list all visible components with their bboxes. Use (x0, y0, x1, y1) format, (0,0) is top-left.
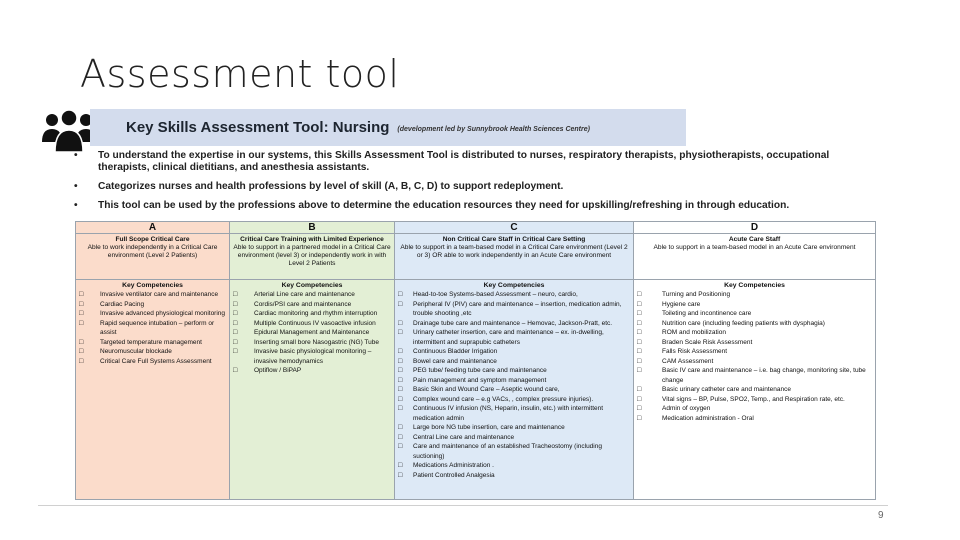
checkbox-icon: □ (233, 291, 238, 298)
checkbox-icon: □ (398, 424, 403, 431)
checkbox-icon: □ (637, 395, 642, 403)
competency-item (79, 300, 227, 310)
column-letter: A (76, 222, 229, 234)
column-heading: Acute Care Staff (728, 236, 781, 243)
competency-item (79, 290, 227, 300)
checkbox-icon: □ (398, 300, 403, 308)
banner-title: Key Skills Assessment Tool: Nursing (126, 119, 390, 136)
competency-item (398, 423, 631, 433)
column-letter: B (230, 222, 394, 234)
competency-item (637, 338, 873, 348)
competency-item (637, 414, 873, 424)
competency-text: Inserting small bore Nasogastric (NG) Tube (254, 338, 379, 346)
competency-item (233, 328, 392, 338)
checkbox-icon: □ (637, 386, 642, 393)
bullet-dot-icon: • (74, 181, 78, 192)
slide-title: Assessment tool (80, 52, 400, 96)
competency-text: Care and maintenance of an established Tracheostomy (including suctioning) (413, 443, 602, 460)
checkbox-icon: □ (637, 414, 642, 422)
competency-list (230, 290, 394, 376)
competency-text: Epidural Management and Maintenance (254, 329, 370, 336)
competency-item (398, 395, 631, 405)
competency-text: Invasive ventilator care and maintenance (100, 291, 219, 298)
checkbox-icon: □ (637, 338, 642, 346)
competency-text: Basic urinary catheter care and maintenance (662, 386, 791, 393)
column-heading: Full Scope Critical Care (115, 236, 190, 243)
competency-text: Braden Scale Risk Assessment (662, 338, 753, 346)
column-d (634, 222, 875, 499)
checkbox-icon: □ (398, 433, 403, 441)
column-heading: Non Critical Care Staff in Critical Care Setting (442, 236, 586, 243)
footer-divider (38, 505, 888, 506)
checkbox-icon: □ (233, 348, 238, 355)
checkbox-icon: □ (398, 405, 403, 412)
checkbox-icon: □ (233, 319, 238, 327)
competency-text: Cardiac Pacing (100, 300, 145, 308)
competency-text: Central Line care and maintenance (413, 433, 515, 441)
column-a (76, 222, 230, 499)
checkbox-icon: □ (398, 291, 403, 298)
checkbox-icon: □ (637, 310, 642, 317)
competency-item (398, 319, 631, 329)
checkbox-icon: □ (79, 310, 84, 317)
checkbox-icon: □ (398, 462, 403, 469)
checkbox-icon: □ (79, 291, 84, 298)
bullet-text: To understand the expertise in our systems, this Skills Assessment Tool is distributed to nurses, respiratory therapists, physiotherapists, occupational therapists, clinical dietitians, and anesthesia assistants. (98, 150, 830, 173)
competency-text: Optiflow / BiPAP (254, 367, 302, 374)
competency-text: Cordis/PSI care and maintenance (254, 300, 352, 308)
competency-item (637, 395, 873, 405)
checkbox-icon: □ (637, 291, 642, 298)
column-c (395, 222, 634, 499)
checkbox-icon: □ (79, 338, 84, 346)
competency-text: Rapid sequence intubation – perform or assist (100, 319, 215, 336)
bullet-item (72, 150, 872, 174)
competency-text: PEG tube/ feeding tube care and maintenance (413, 367, 547, 374)
banner (90, 109, 686, 146)
competency-item (398, 385, 631, 395)
competency-item (233, 290, 392, 300)
competency-item (79, 338, 227, 348)
competency-item (398, 366, 631, 376)
bullet-dot-icon: • (74, 150, 78, 161)
competency-item (637, 300, 873, 310)
column-letter: D (634, 222, 875, 234)
competency-item (79, 357, 227, 367)
competency-list (76, 290, 229, 366)
competency-text: Multiple Continuous IV vasoactive infusion (254, 319, 376, 327)
competency-text: Complex wound care – e.g VACs, , complex pressure injuries). (413, 395, 594, 403)
checkbox-icon: □ (637, 348, 642, 355)
competency-text: Cardiac monitoring and rhythm interruption (254, 310, 378, 317)
competency-item (637, 328, 873, 338)
competency-text: Neuromuscular blockade (100, 348, 172, 355)
key-competencies-label: Key Competencies (483, 282, 545, 289)
column-header (230, 234, 394, 280)
competency-text: Critical Care Full Systems Assessment (100, 357, 212, 365)
competency-text: Patient Controlled Analgesia (413, 471, 495, 479)
checkbox-icon: □ (79, 348, 84, 355)
column-header (634, 234, 875, 280)
checkbox-icon: □ (233, 338, 238, 346)
checkbox-icon: □ (637, 319, 642, 327)
bullet-list (72, 150, 872, 219)
column-description: Able to support in a team-based model in an Acute Care environment (653, 244, 856, 251)
competency-item (637, 319, 873, 329)
competency-text: Head-to-toe Systems-based Assessment – neuro, cardio, (413, 291, 578, 298)
competency-item (398, 404, 631, 423)
competency-item (79, 309, 227, 319)
competency-text: Targeted temperature management (100, 338, 202, 346)
competency-item (637, 404, 873, 414)
competency-text: Vital signs – BP, Pulse, SPO2, Temp., and Respiration rate, etc. (662, 395, 845, 403)
checkbox-icon: □ (398, 471, 403, 479)
competency-text: Continuous Bladder Irrigation (413, 348, 498, 355)
competency-item (233, 319, 392, 329)
competency-text: Turning and Positioning (662, 291, 731, 298)
competency-text: Large bore NG tube insertion, care and maintenance (413, 424, 565, 431)
competency-item (233, 300, 392, 310)
bullet-item (72, 181, 872, 193)
bullet-text: This tool can be used by the professions above to determine the education resources they need for upskilling/refreshing in through education. (98, 200, 790, 211)
competency-item (398, 442, 631, 461)
competency-text: Invasive basic physiological monitoring – invasive hemodynamics (254, 348, 372, 365)
competency-item (398, 461, 631, 471)
competency-text: Invasive advanced physiological monitoring (100, 310, 226, 317)
checkbox-icon: □ (637, 357, 642, 365)
competency-item (637, 385, 873, 395)
checkbox-icon: □ (398, 395, 403, 403)
column-letter: C (395, 222, 633, 234)
bullet-dot-icon: • (74, 200, 78, 211)
competency-item (233, 309, 392, 319)
checkbox-icon: □ (233, 367, 238, 374)
column-header (395, 234, 633, 280)
checkbox-icon: □ (637, 329, 642, 336)
competency-item (79, 319, 227, 338)
competency-text: Basic Skin and Wound Care – Aseptic wound care, (413, 386, 560, 393)
competency-item (637, 290, 873, 300)
competency-item (398, 357, 631, 367)
competency-item (637, 357, 873, 367)
competency-text: ROM and mobilization (662, 329, 726, 336)
competency-item (637, 347, 873, 357)
competency-text: Arterial Line care and maintenance (254, 291, 355, 298)
competency-text: Urinary catheter insertion, care and maintenance – ex. in-dwelling, intermittent and suprapubic catheters (413, 329, 604, 346)
column-b (230, 222, 395, 499)
checkbox-icon: □ (398, 376, 403, 384)
competency-text: Basic IV care and maintenance – i.e. bag change, monitoring site, tube change (662, 367, 866, 384)
checkbox-icon: □ (398, 386, 403, 393)
competency-item (398, 347, 631, 357)
competency-item (233, 338, 392, 348)
key-competencies-label: Key Competencies (122, 282, 183, 289)
competency-list (395, 290, 633, 480)
competency-item (398, 376, 631, 386)
column-heading: Critical Care Training with Limited Experience (240, 236, 384, 243)
checkbox-icon: □ (233, 329, 238, 336)
column-description: Able to work independently in a Critical Care environment (Level 2 Patients) (87, 244, 218, 259)
competency-list (634, 290, 875, 423)
checkbox-icon: □ (79, 300, 84, 308)
competency-item (398, 290, 631, 300)
competency-table (75, 221, 876, 500)
competency-text: Medications Administration . (413, 462, 494, 469)
competency-text: Bowel care and maintenance (413, 357, 497, 365)
competency-item (233, 347, 392, 366)
column-description: Able to support in a partnered model in a Critical Care environment (level 3) or independently work in with Level 2 Patients (233, 244, 391, 267)
competency-item (233, 366, 392, 376)
competency-text: Medication administration - Oral (662, 414, 754, 422)
competency-text: Pain management and symptom management (413, 376, 547, 384)
key-competencies-label: Key Competencies (724, 282, 785, 289)
checkbox-icon: □ (398, 319, 403, 327)
page-number: 9 (878, 510, 884, 521)
checkbox-icon: □ (637, 367, 642, 374)
competency-item (398, 471, 631, 481)
checkbox-icon: □ (398, 367, 403, 374)
competency-item (398, 328, 631, 347)
competency-text: Nutrition care (including feeding patients with dysphagia) (662, 319, 825, 327)
competency-text: Peripheral IV (PIV) care and maintenance – insertion, medication admin, trouble shooting ,etc (413, 300, 622, 317)
checkbox-icon: □ (398, 348, 403, 355)
competency-text: Hygiene care (662, 300, 701, 308)
checkbox-icon: □ (637, 300, 642, 308)
competency-text: CAM Assessment (662, 357, 714, 365)
competency-item (637, 309, 873, 319)
checkbox-icon: □ (398, 329, 403, 336)
bullet-text: Categorizes nurses and health professions by level of skill (A, B, C, D) to support redeployment. (98, 181, 564, 192)
competency-text: Drainage tube care and maintenance – Hemovac, Jackson-Pratt, etc. (413, 319, 613, 327)
competency-item (398, 433, 631, 443)
competency-item (79, 347, 227, 357)
competency-text: Falls Risk Assessment (662, 348, 728, 355)
bullet-item (72, 200, 872, 212)
column-description: Able to support in a team-based model in a Critical Care environment (Level 2 or 3) OR able to work independently in an Acute Care environment (400, 244, 628, 259)
key-competencies-label: Key Competencies (281, 282, 343, 289)
checkbox-icon: □ (79, 319, 84, 327)
column-header (76, 234, 229, 280)
competency-item (637, 366, 873, 385)
banner-subtitle: (development led by Sunnybrook Health Sciences Centre) (397, 126, 590, 133)
checkbox-icon: □ (398, 443, 403, 450)
checkbox-icon: □ (233, 310, 238, 317)
competency-item (398, 300, 631, 319)
checkbox-icon: □ (79, 357, 84, 365)
competency-text: Admin of oxygen (662, 405, 711, 412)
checkbox-icon: □ (398, 357, 403, 365)
checkbox-icon: □ (233, 300, 238, 308)
competency-text: Toileting and incontinence care (662, 310, 752, 317)
competency-text: Continuous IV infusion (NS, Heparin, insulin, etc.) with intermittent medication admin (413, 405, 604, 422)
checkbox-icon: □ (637, 405, 642, 412)
